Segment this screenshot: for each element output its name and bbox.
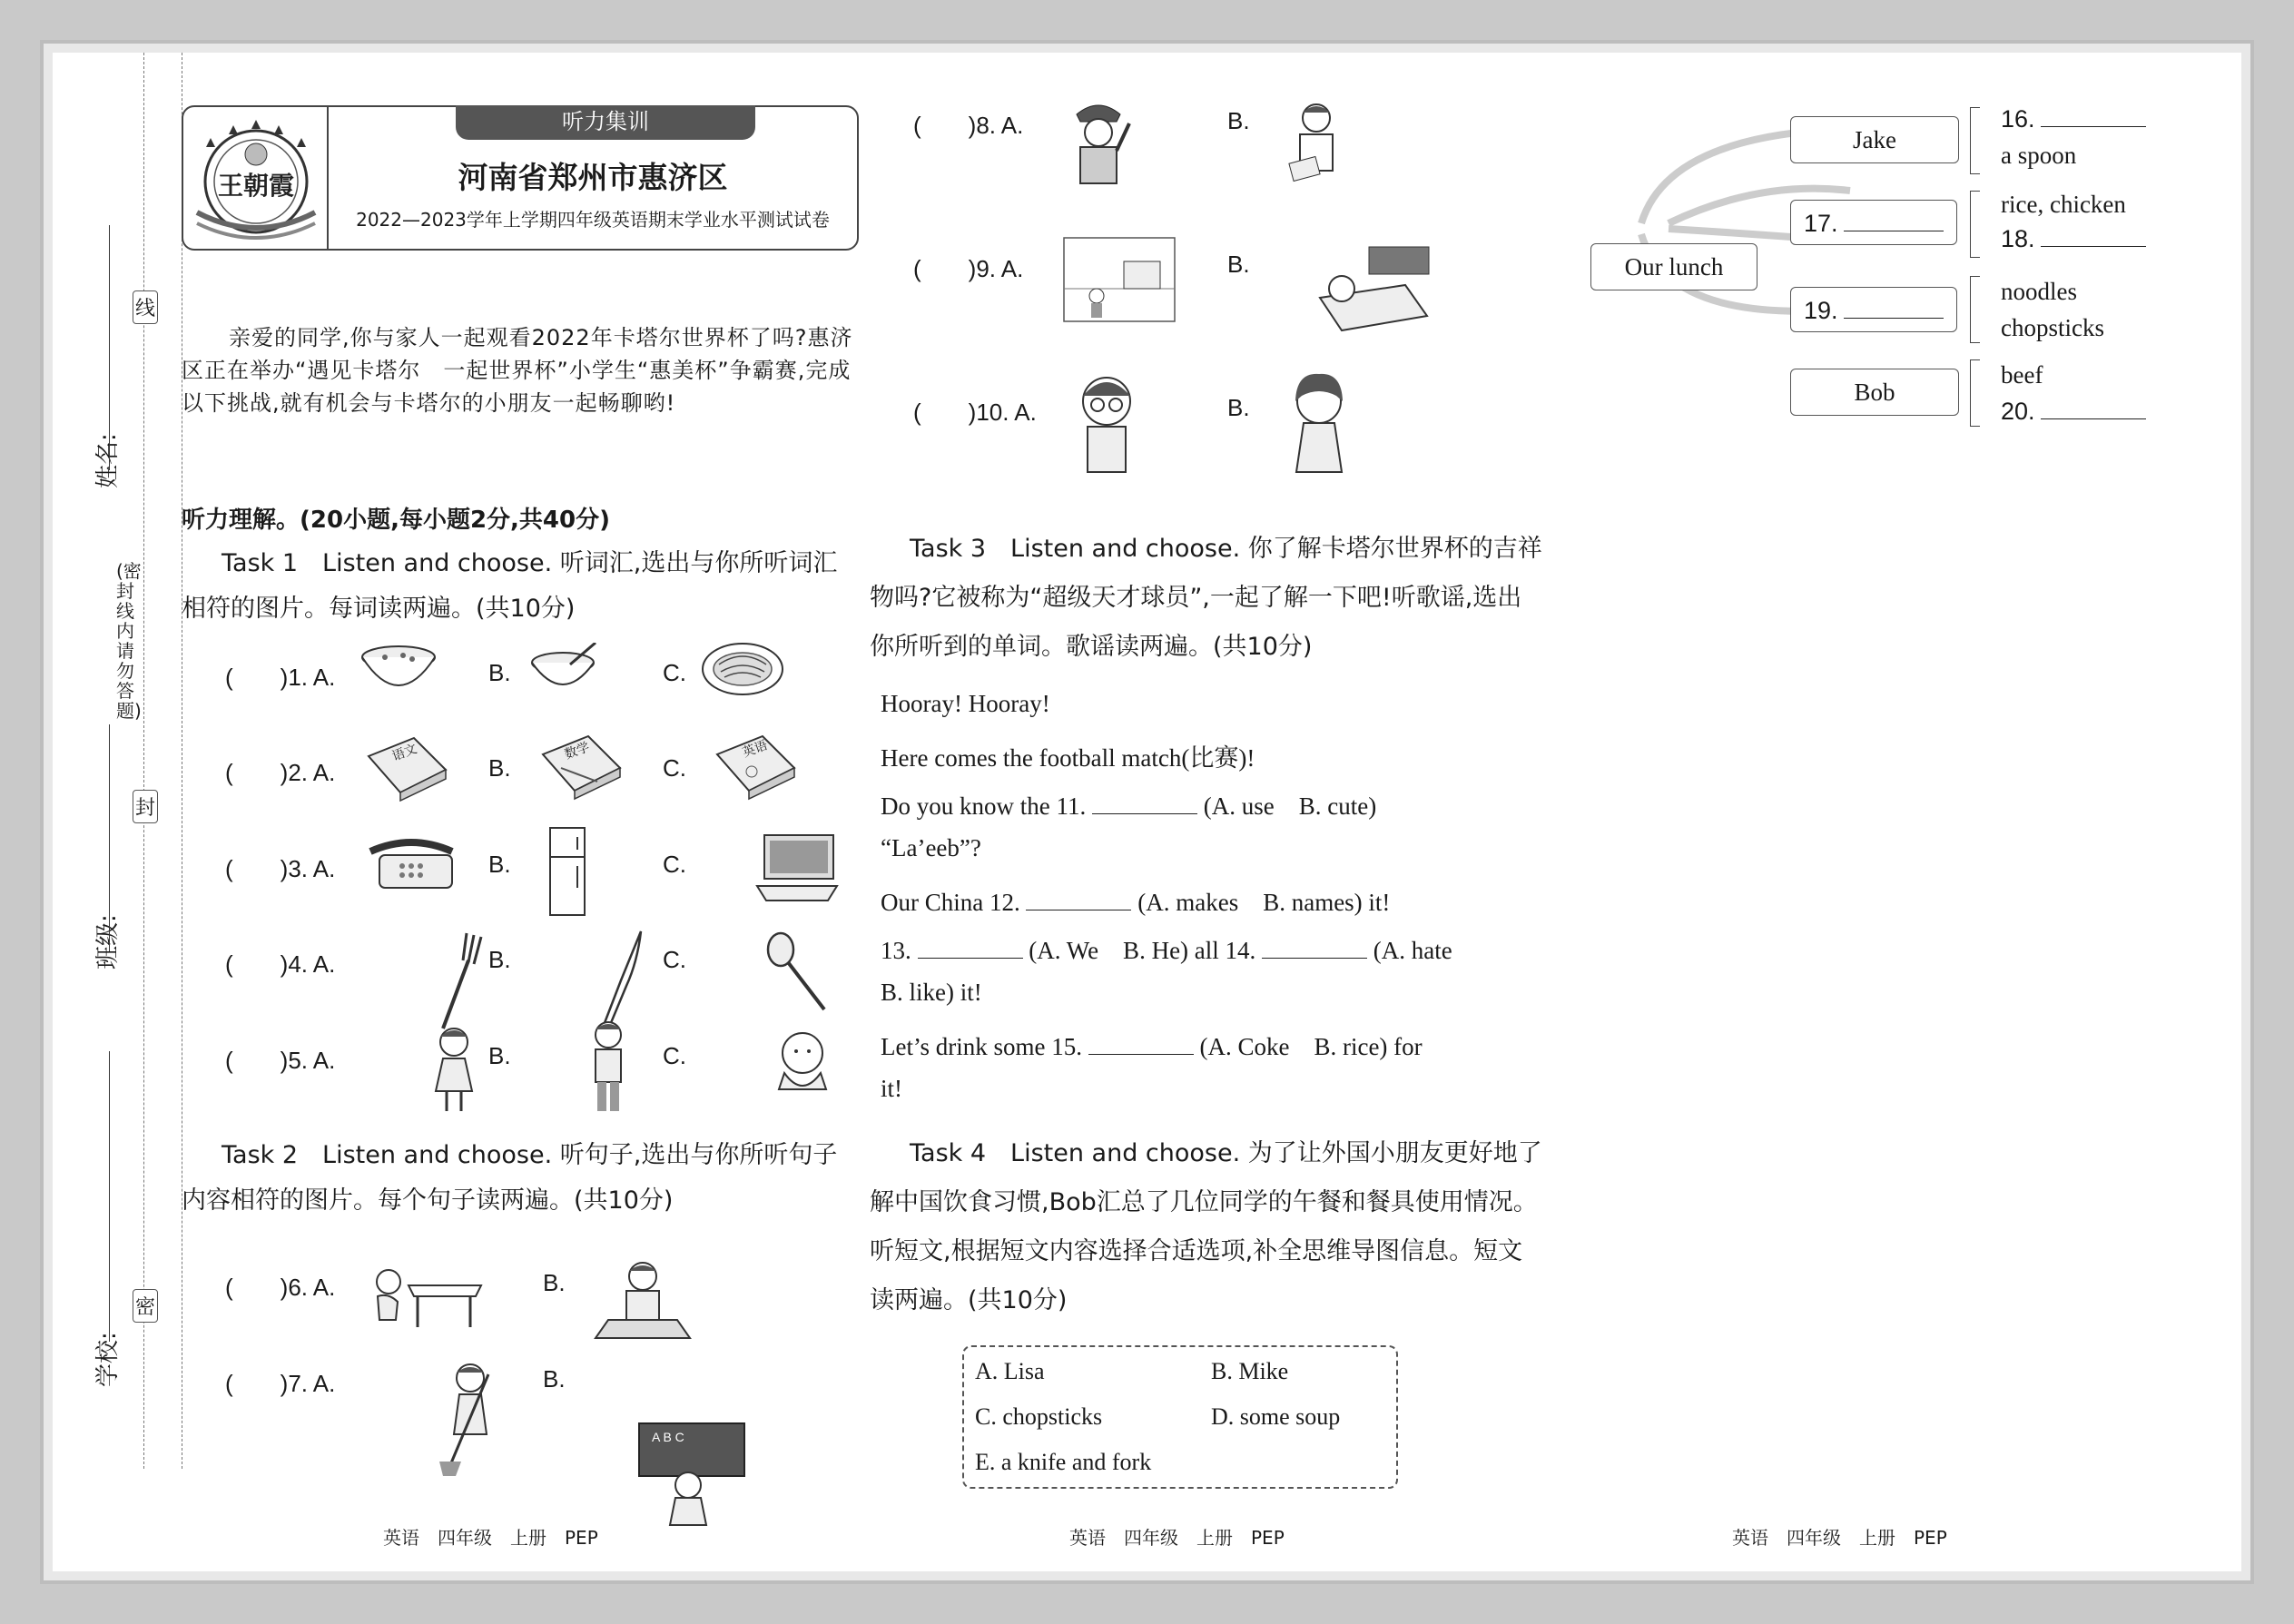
english-book-icon [708,732,799,802]
task3-instructions: Task 3 Listen and choose. 你了解卡塔尔世界杯的吉祥物吗?它被称为“超级天才球员”,一起了解一下吧!听歌谣,选出你所听到的单词。歌谣读两遍。(共10分) [870,535,1542,661]
song-line-5: Our China 12. (A. makes B. names) it! [881,889,1391,916]
song-line-8: Let’s drink some 15. (A. Coke B. rice) for [881,1033,1423,1060]
school-field[interactable] [109,1051,111,1342]
baby-icon [766,1026,839,1098]
telephone-icon [361,835,461,895]
boy-in-bed-icon [1314,243,1433,334]
song-line-3: Do you know the 11. (A. use B. cute) [881,792,1377,820]
q9-row: ( )9. A. [913,255,1024,282]
class-field[interactable] [109,724,111,951]
q10-row: ( )10. A. [913,399,1037,426]
blank-12[interactable] [1026,909,1131,910]
noodles-plate-icon [699,637,786,701]
options-box [962,1345,1398,1489]
chinese-book-icon [359,733,450,802]
blank-19[interactable] [1844,317,1944,319]
porridge-spoon-icon [525,643,606,697]
blank-20[interactable] [2041,418,2146,419]
no-answer-warning: (密封线内请勿答题) [116,560,142,722]
fridge-icon [543,824,592,919]
q7-option-b[interactable]: B. [543,1365,566,1393]
leaf-spoon: a spoon [2001,142,2077,169]
q4-option-b[interactable]: B. [488,946,511,973]
logo-text: 王朝霞 [217,171,295,201]
logo-seal-icon [192,111,320,243]
spoon-icon [761,931,833,1013]
leaf-16: 16. [2001,105,2146,133]
q7-row: ( )7. A. [225,1370,336,1397]
option-d: D. some soup [1211,1403,1341,1430]
boy-at-desk-icon [590,1260,699,1351]
bracket-bob [1970,359,1980,427]
blank-18[interactable] [2041,245,2146,247]
task4-instructions: Task 4 Listen and choose. 为了让外国小朋友更好地了解中国饮食习惯,Bob汇总了几位同学的午餐和餐具使用情况。听短文,根据短文内容选择合适选项,补全思维导图信息。短文读两遍。(共10分) [870,1139,1542,1314]
leaf-noodles: noodles [2001,278,2077,305]
q1-option-c[interactable]: C. [663,659,686,686]
girl-portrait-icon [1278,369,1360,477]
q2-option-b[interactable]: B. [488,754,511,782]
svg-text:语文: 语文 [389,742,419,764]
mindmap-node-19[interactable]: 19. [1790,287,1957,332]
mindmap-node-17[interactable]: 17. [1790,200,1957,245]
blank-16[interactable] [2041,125,2146,127]
seal-dashed-line [143,53,144,1469]
q2-row: ( )2. A. [225,759,336,786]
leaf-18: 18. [2001,225,2146,253]
song-line-1: Hooray! Hooray! [881,690,1050,717]
q2-option-c[interactable]: C. [663,754,686,782]
blank-14[interactable] [1262,957,1367,959]
footer-page-1: 英语 四年级 上册 PEP [383,1527,598,1549]
footer-page-3: 英语 四年级 上册 PEP [1732,1527,1947,1549]
song-line-6: 13. (A. We B. He) all 14. (A. hate [881,937,1452,964]
intro-paragraph: 亲爱的同学,你与家人一起观看2022年卡塔尔世界杯了吗?惠济区正在举办“遇见卡塔尔 一起世界杯”小学生“惠美杯”争霸赛,完成以下挑战,就有机会与卡塔尔的小朋友一起畅聊哟! [182,325,853,416]
q10-option-b[interactable]: B. [1227,394,1250,421]
section-title: 听力理解。(20小题,每小题2分,共40分) [182,507,610,534]
nurse-icon [1278,96,1360,187]
q3-option-c[interactable]: C. [663,851,686,878]
boy-icon [581,1019,635,1118]
mindmap-node-bob: Bob [1790,369,1959,416]
option-b: B. Mike [1211,1358,1289,1384]
q5-option-c[interactable]: C. [663,1042,686,1069]
boy-under-desk-icon [369,1260,487,1333]
boy-with-glasses-icon [1066,369,1147,477]
header-box [182,105,859,251]
option-a: A. Lisa [975,1358,1045,1384]
footer-page-2: 英语 四年级 上册 PEP [1069,1527,1285,1549]
exam-page: 线 封 密 (密封线内请勿答题) 姓名: 班级: 学校: 听力集训 王朝霞 河南省郑州市惠济区 2022—2023学年上学期四年级英语期末学业水平测试试卷 亲爱的同学,你与家人一起观看2022年卡塔尔世界杯了吗?惠济区正在举办“遇见卡塔尔 一起世界杯”小学生“惠美杯”争霸赛,完成以下挑战,就有机会与卡塔尔的小朋友一起畅聊哟! 听力理解。(20小题,每小题2分,共40分) Task 1 Listen and choose. 听词汇,选出与你所听词汇相符的图片。每词读两遍。(共10分) ( )1. A. B. C. ( )2. A. B. C. 语文 数学 英语 ( )3. A. B. C. ( )4. A. B. C. ( )5. A. B. C. Task 2 Listen and choose. 听句子,选出与你所听句子内容相符的图片。每个句子读两遍。(共10分) ( )6. A. B. ( )7. A. B. A B C ( )8. A. B. ( )9. A. B. ( )10. A. B. Task 3 Listen and choose. 你了解卡塔尔世界杯的吉祥物吗?它被称为“超级天才球员”,一起了解一下吧!听歌谣,选出你所听到的单词。歌谣读两遍。(共10分) Hooray! Hooray! Here comes the football match(比赛)! Do you know the 11. (A. use B. cute) “La’eeb”? Our China 12. (A. makes B. names) it! 13. (A. We B. He) all 14. (A. hate B. like) it! Let’s drink some 15. (A. Coke B. rice) for it! Task 4 Listen and choose. 为了让外国小朋友更好地了解中国饮食习惯,Bob汇总了几位同学的午餐和餐具使用情况。听短文,根据短文内容选择合适选项,补全思维导图信息。短文读两遍。(共10分) A. Lisa B. Mike C. chopsticks D. some soup E. a knife and fork Our lunch Jake 17. 19. Bob 16. a spoon rice, chicken 18. noodles chopsticks beef 20. 英语 四年级 上册 PEP 英语 四年级 上册 PEP 英语 四年级 上册 PEP [53,53,2241,1571]
blank-17[interactable] [1844,230,1944,231]
girl-icon [427,1024,481,1115]
bracket-jake [1970,107,1980,174]
line-mark: 线 [133,290,158,324]
blank-11[interactable] [1092,812,1197,814]
song-line-2: Here comes the football match(比赛)! [881,744,1255,772]
option-e: E. a knife and fork [975,1449,1152,1475]
song-line-7: B. like) it! [881,979,982,1006]
song-line-4: “La’eeb”? [881,834,981,861]
q6-option-b[interactable]: B. [543,1269,566,1296]
girl-sweeping-icon [434,1360,503,1478]
computer-icon [752,832,842,904]
q6-row: ( )6. A. [225,1274,336,1301]
dense-mark: 密 [133,1289,158,1323]
mindmap-center-node: Our lunch [1590,243,1757,290]
mindmap-node-jake: Jake [1790,116,1959,163]
name-field[interactable] [109,225,111,470]
task1-instructions: Task 1 Listen and choose. 听词汇,选出与你所听词汇相符的图片。每词读两遍。(共10分) [182,549,838,623]
q3-option-b[interactable]: B. [488,851,511,878]
seal-mark: 封 [133,790,158,823]
girl-at-blackboard-icon [634,1420,752,1538]
option-c: C. chopsticks [975,1403,1103,1430]
kitchen-room-icon [1060,234,1178,325]
bracket-19 [1970,276,1980,343]
class-label: 班级: [94,914,122,969]
soup-bowl-icon [358,641,439,695]
q4-row: ( )4. A. [225,950,336,978]
school-label: 学校: [94,1332,122,1387]
q4-option-c[interactable]: C. [663,946,686,973]
math-book-icon [534,732,625,802]
q3-row: ( )3. A. [225,855,336,882]
q8-option-b[interactable]: B. [1227,107,1250,134]
blank-13[interactable] [918,957,1023,959]
fork-icon [434,924,488,1033]
task2-instructions: Task 2 Listen and choose. 听句子,选出与你所听句子内容相符的图片。每个句子读两遍。(共10分) [182,1141,838,1215]
police-officer-icon [1057,96,1138,187]
svg-text:A B C: A B C [652,1430,684,1444]
q1-option-b[interactable]: B. [488,659,511,686]
name-label: 姓名: [94,433,122,488]
q5-row: ( )5. A. [225,1047,336,1074]
q1-answer-blank[interactable] [225,652,289,688]
exam-title: 2022—2023学年上学期四年级英语期末学业水平测试试卷 [356,209,830,231]
q9-option-b[interactable]: B. [1227,251,1250,278]
q5-option-b[interactable]: B. [488,1042,511,1069]
blank-15[interactable] [1088,1053,1194,1055]
leaf-chopsticks: chopsticks [2001,314,2104,341]
header-banner: 听力集训 [456,105,755,140]
svg-text:数学: 数学 [562,740,592,763]
bracket-17 [1970,191,1980,258]
song-line-9: it! [881,1075,902,1102]
svg-text:英语: 英语 [740,738,770,761]
region-title: 河南省郑州市惠济区 [458,160,728,195]
leaf-beef: beef [2001,361,2043,389]
leaf-20: 20. [2001,398,2146,426]
q8-row: ( )8. A. [913,112,1024,139]
leaf-rice-chicken: rice, chicken [2001,191,2126,218]
